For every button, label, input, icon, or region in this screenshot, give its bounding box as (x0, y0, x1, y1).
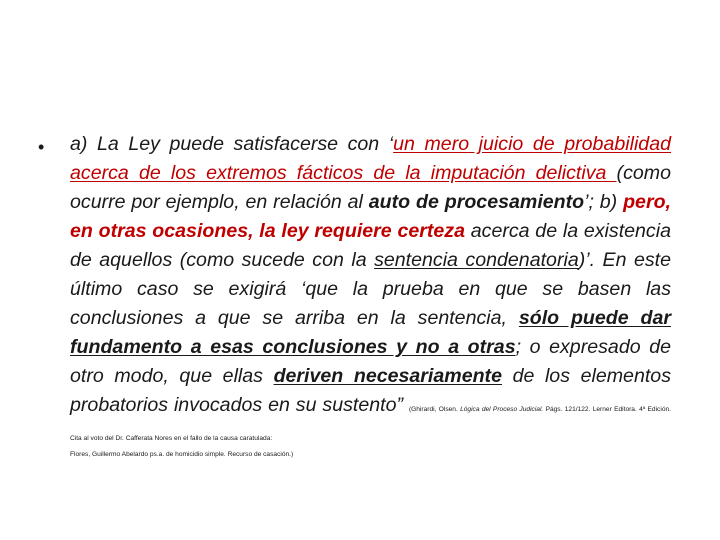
text-ultimo-caso: )’. En este último caso se exigirá ‘que la prueba en que se basen las conclusiones a que se arriba en la sentencia, (70, 249, 671, 329)
quote-paragraph (70, 130, 671, 449)
text-intro: a) La Ley puede satisfacerse con ‘ (70, 133, 394, 155)
text-b: ’; b) (584, 191, 624, 213)
text-como-ocurre: (como ocurre por ejemplo, en relación al (70, 162, 671, 213)
text-sentencia-condenatoria: sentencia condenatoria (374, 249, 579, 271)
citation-title: Lógica del Proceso Judicial. (460, 406, 544, 413)
bullet-marker: • (38, 137, 45, 157)
text-sustento: de los elementos probatorios invocados en su sustento” (70, 365, 671, 416)
text-mero-juicio-probabilidad: un mero juicio de probabilidad (393, 133, 671, 155)
citation-details: Págs. 121/122. Lerner Editora. 4ª Edición. Cita al voto del Dr. Cafferata Nores en el fallo de la causa caratulada: (70, 406, 671, 442)
text-existencia: acerca de la existencia de aquellos (como sucede con la (70, 220, 671, 271)
text-expresado: ; o expresado de otro modo, que ellas (70, 336, 672, 387)
citation-line2: Flores, Guillermo Abelardo ps.a. de homicidio simple. Recurso de casación.) (70, 451, 294, 458)
text-deriven-necesariamente: deriven necesariamente (273, 365, 502, 387)
text-extremos-facticos: acerca de los extremos fácticos de la imputación delictiva (70, 162, 617, 184)
text-auto-procesamiento: auto de procesamiento (368, 191, 585, 213)
text-solo-puede: sólo puede dar fundamento a esas conclusiones y no a otras (70, 307, 671, 358)
text-certeza: pero, en otras ocasiones, la ley requiere certeza (70, 191, 671, 242)
citation-author: (Ghirardi, Olsen. (408, 406, 461, 413)
